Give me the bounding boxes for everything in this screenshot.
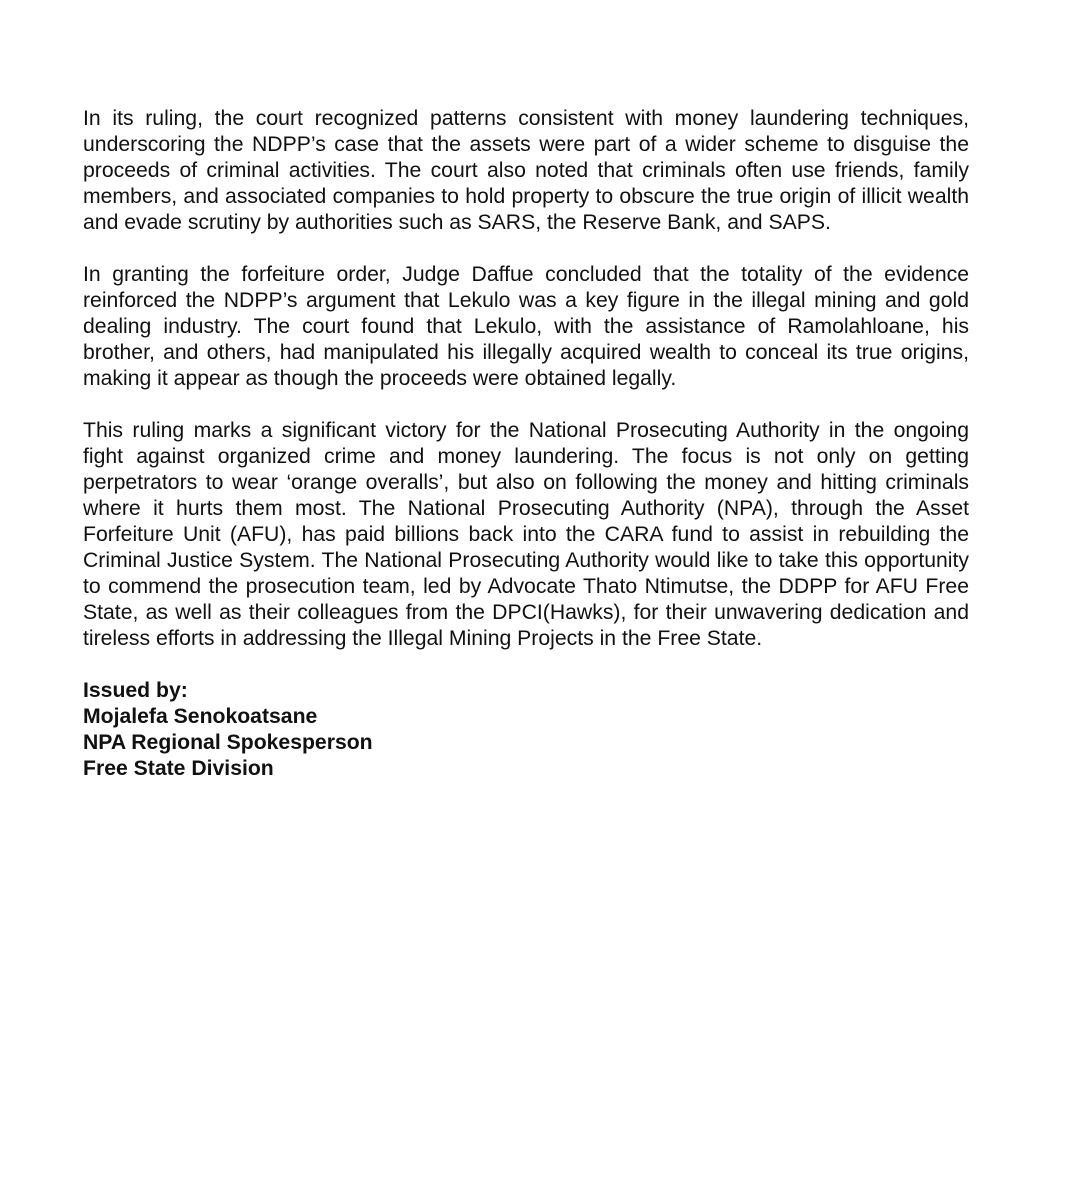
issuer-title: NPA Regional Spokesperson: [83, 731, 373, 754]
document-body: [83, 106, 969, 782]
issuer-division: Free State Division: [83, 757, 274, 780]
paragraph-npa-victory: This ruling marks a significant victory for the National Prosecuting Authority in the ongoing fight against organized crime and money laundering. The focus is not only on getting perpetrators to wear ‘orange overalls’, but also on following the money and hitting criminals where it hurts them most. The National Prosecuting Authority (NPA), through the Asset Forfeiture Unit (AFU), has paid billions back into the CARA fund to assist in rebuilding the Criminal Justice System. The National Prosecuting Authority would like to take this opportunity to commend the prosecution team, led by Advocate Thato Ntimutse, the DDPP for AFU Free State, as well as their colleagues from the DPCI(Hawks), for their unwavering dedication and tireless efforts in addressing the Illegal Mining Projects in the Free State.: [83, 419, 969, 650]
paragraph-forfeiture-order: In granting the forfeiture order, Judge Daffue concluded that the totality of the evidence reinforced the NDPP’s argument that Lekulo was a key figure in the illegal mining and gold dealing industry. The court found that Lekulo, with the assistance of Ramolahloane, his brother, and others, had manipulated his illegally acquired wealth to conceal its true origins, making it appear as though the proceeds were obtained legally.: [83, 263, 969, 390]
issuer-name: Mojalefa Senokoatsane: [83, 705, 318, 728]
paragraph-court-ruling: In its ruling, the court recognized patterns consistent with money laundering techniques, underscoring the NDPP’s case that the assets were part of a wider scheme to disguise the proceeds of criminal activities. The court also noted that criminals often use friends, family members, and associated companies to hold property to obscure the true origin of illicit wealth and evade scrutiny by authorities such as SARS, the Reserve Bank, and SAPS.: [83, 107, 969, 234]
issuer-label: Issued by:: [83, 679, 188, 702]
issuer-block: [83, 678, 969, 782]
